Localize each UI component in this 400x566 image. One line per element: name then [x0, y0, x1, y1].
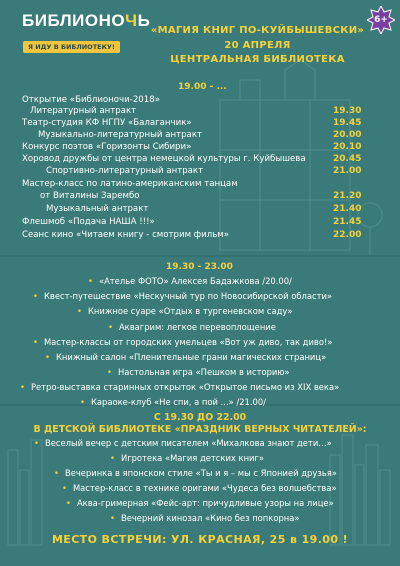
logo-tagline: Я ИДУ В БИБЛИОТЕКУ!	[23, 41, 120, 53]
program-item: Конкурс поэтов «Горизонты Сибири»	[22, 142, 192, 152]
program-item: Музыкальный антракт	[46, 204, 149, 214]
program-item: Сеанс кино «Читаем книгу - смотрим фильм»	[22, 230, 230, 240]
list-item: • Вечеринка в японском стиле «Ты и я – мы с Японией друзья»	[54, 468, 337, 479]
list-item: • Аква-гримерная «Фейс-арт: причудливые узоры на лице»	[66, 498, 334, 509]
event-venue: ЦЕНТРАЛЬНАЯ БИБЛИОТЕКА	[170, 54, 345, 65]
age-rating-text: 6+	[374, 15, 388, 25]
program-item: Литературный антракт	[30, 106, 137, 116]
list-item: • Квест-путешествие «Нескучный тур по Новосибирской области»	[33, 291, 332, 302]
program-item: Театр-студия КФ НГПУ «Балаганчик»	[22, 118, 192, 128]
program-item: Флешмоб «Подача НАША !!!»	[22, 217, 155, 227]
program-item: Музыкально-литературный антракт	[38, 130, 203, 140]
logo: БИБЛИОНОЧЬ	[22, 11, 151, 30]
list-item: • Караоке-клуб «Не спи, а пой ...» /21.00/	[80, 397, 266, 408]
list-item: • Игротека «Магия детских книг»	[110, 453, 264, 464]
program-item: Спортивно-литературный антракт	[46, 166, 204, 176]
program-item: Мастер-класс по латино-американским танцам	[22, 179, 238, 189]
program-item: Открытие «Библионочи-2018»	[22, 95, 160, 105]
list-item: • Мастер-класс в технике оригами «Чудеса без волшебства»	[62, 483, 337, 494]
program-time: 20.00	[333, 130, 362, 140]
section3-time: С 19.30 ДО 22.00	[153, 412, 247, 423]
list-item: • Вечерний кинозал «Кино без попкорна»	[110, 513, 300, 524]
program-time: 21.45	[333, 217, 362, 227]
program-item: от Виталины Зарембо	[40, 191, 140, 201]
meeting-place: МЕСТО ВСТРЕЧИ: УЛ. КРАСНАЯ, 25 в 19.00 !	[51, 533, 349, 546]
list-item: • «Ателье ФОТО» Алексея Бадажкова /20.00/	[88, 276, 292, 287]
program-time: 22.00	[333, 230, 362, 240]
list-item: • Книжное суаре «Отдых в тургеневском саду»	[77, 306, 292, 317]
list-item: • Книжный салон «Пленительные грани магических страниц»	[45, 352, 326, 363]
list-item: • Настольная игра «Пешком в историю»	[107, 367, 290, 378]
section3-title: В ДЕТСКОЙ БИБЛИОТЕКЕ «ПРАЗДНИК ВЕРНЫХ ЧИТАТЕЛЕЙ»:	[33, 424, 367, 435]
program-time: 21.20	[333, 191, 362, 201]
section1-start-time: 19.00 - ...	[178, 82, 227, 92]
program-time: 20.45	[333, 154, 362, 164]
list-item: • Ретро-выставка старинных открыток «Открытое письмо из XIX века»	[20, 382, 339, 393]
event-title: «МАГИЯ КНИГ ПО-КУЙБЫШЕВСКИ»	[150, 25, 365, 36]
program-item: Хоровод дружбы от центра немецкой культуры г. Куйбышева	[22, 154, 306, 164]
program-time: 21.00	[333, 166, 362, 176]
program-time: 19.45	[333, 118, 362, 128]
section2-time: 19.30 - 23.00	[166, 262, 233, 272]
program-time: 19.30	[333, 106, 362, 116]
program-time: 20.10	[333, 142, 362, 152]
list-item: • Аквагрим: легкое перевоплощение	[108, 322, 276, 333]
program-time: 21.40	[333, 204, 362, 214]
event-date: 20 АПРЕЛЯ	[224, 40, 291, 51]
list-item: • Веселый вечер с детским писателем «Михалкова знают дети…»	[34, 438, 332, 449]
list-item: • Мастер-классы от городских умельцев «Вот уж диво, так диво!»	[33, 337, 332, 348]
